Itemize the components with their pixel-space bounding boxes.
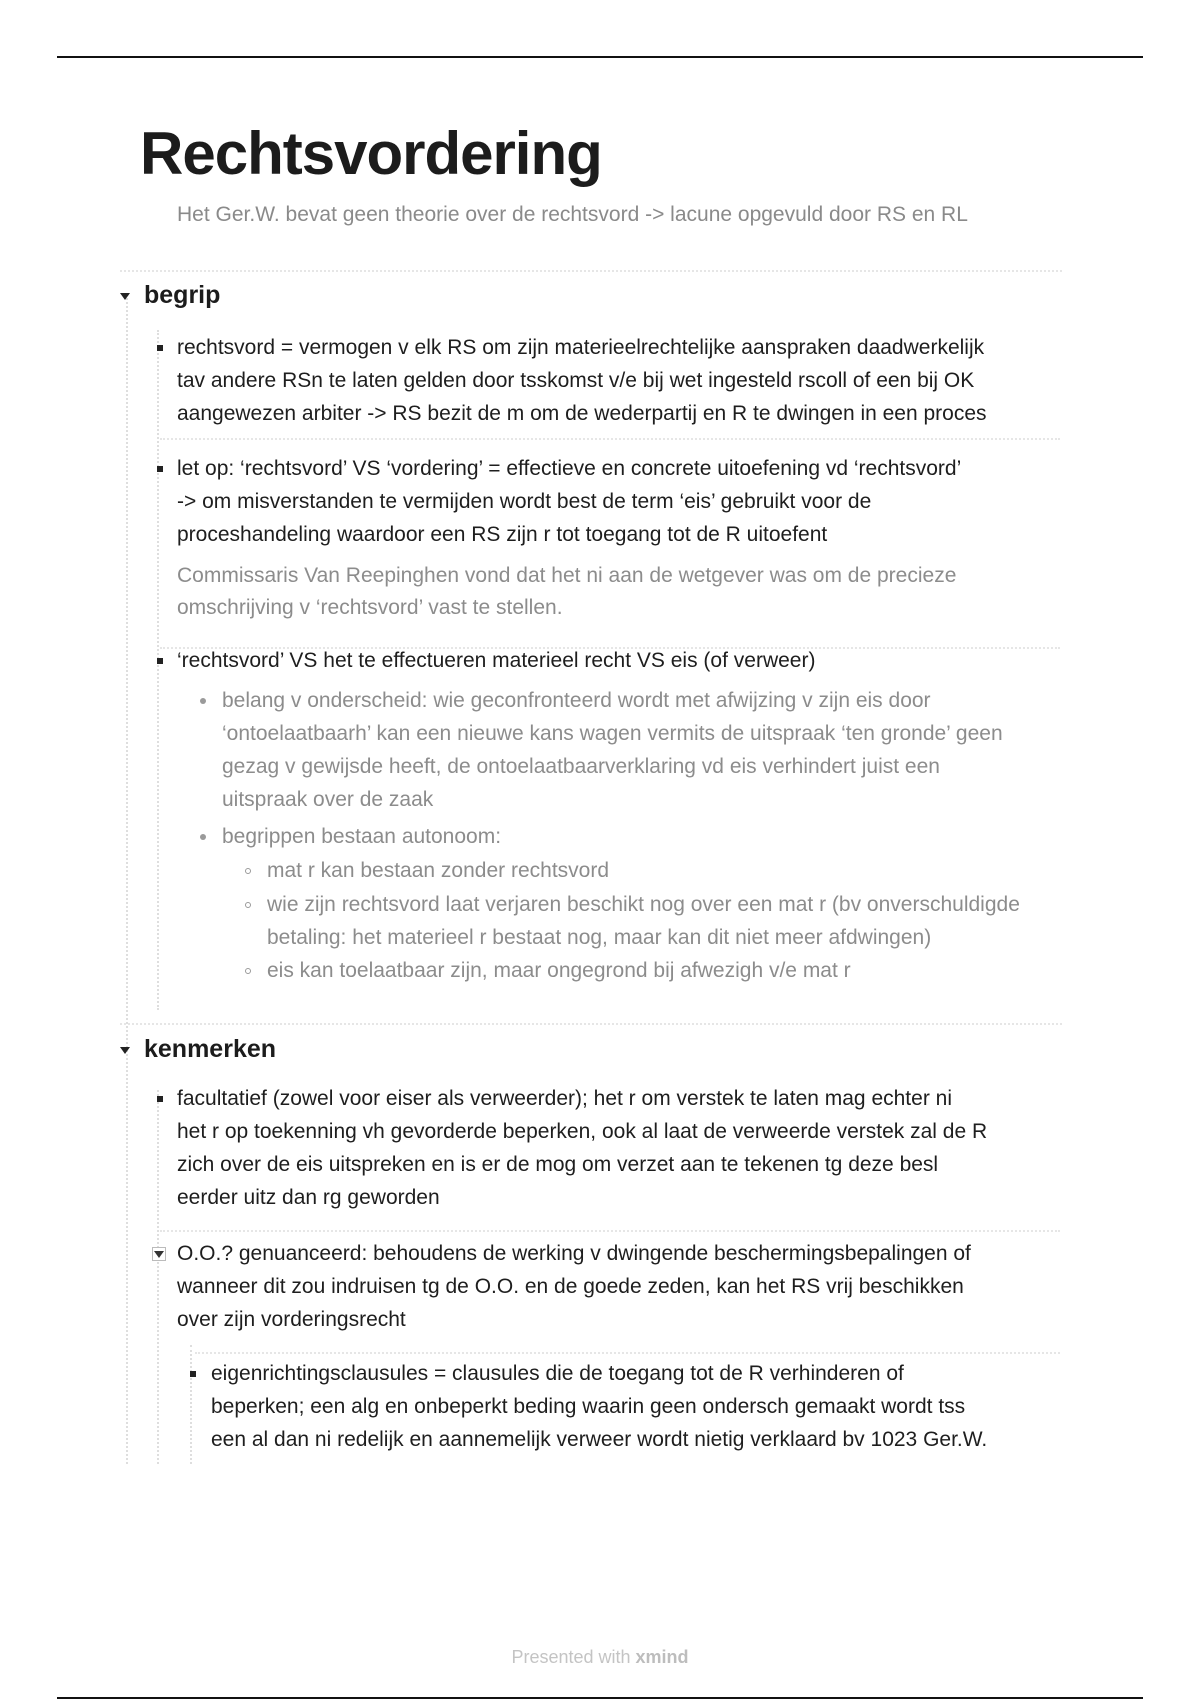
tree-guide [157,330,159,1010]
footer-credit: Presented with xmind [511,1647,689,1667]
divider [160,438,1060,440]
divider [120,1023,1062,1025]
bullet-icon [157,1096,163,1102]
bullet-icon [200,834,206,840]
bullet-icon [245,902,251,908]
list-item: mat r kan bestaan zonder rechtsvord [267,859,610,882]
divider [120,270,1062,272]
page-subtitle: Het Ger.W. bevat geen theorie over de rechtsvord -> lacune opgevuld door RS en RL [177,203,968,226]
tree-guide [190,1345,192,1464]
bullet-icon [200,698,206,704]
brand-name: xmind [635,1647,689,1667]
list-item: wie zijn rechtsvord laat verjaren beschikt nog over een mat r (bv onverschuldigde betaling: het materieel r bestaat nog, maar kan dit niet meer afdwingen) [267,893,1020,949]
tree-guide [157,1090,159,1464]
collapse-toggle[interactable] [152,1247,166,1261]
list-item: facultatief (zowel voor eiser als verweerder); het r om verstek te laten mag echter ni het r op toekenning vh gevorderde beperken, ook al laat de verweerde verstek zal de R zich over de eis uitspreken en is er de mog om verzet aan te tekenen tg deze besl eerder uitz dan rg geworden [177,1087,988,1209]
bottom-rule [57,1697,1143,1699]
tree-guide [126,298,128,1464]
list-item: eigenrichtingsclausules = clausules die de toegang tot de R verhinderen of beperken; een alg en onbeperkt beding waarin geen ondersch gemaakt wordt tss een al dan ni redelijk en aannemelijk verweer wordt nietig verklaard bv 1023 Ger.W. [211,1362,988,1451]
bullet-icon [245,968,251,974]
bullet-icon [157,466,163,472]
bullet-icon [245,868,251,874]
list-item: let op: ‘rechtsvord’ VS ‘vordering’ = effectieve en concrete uitoefening vd ‘rechtsvord’ -> om misverstanden te vermijden wordt best de term ‘eis’ gebruikt voor de proceshandeling waardoor een RS zijn r tot toegang tot de R uitoefent [177,457,962,546]
list-item: O.O.? genuanceerd: behoudens de werking v dwingende beschermingsbepalingen of wanneer dit zou indruisen tg de O.O. en de goede zeden, kan het RS vrij beschikken over zijn vorderingsrecht [177,1242,971,1331]
list-item: begrippen bestaan autonoom: [222,825,502,848]
list-item: belang v onderscheid: wie geconfronteerd wordt met afwijzing v zijn eis door ‘ontoelaatbaarh’ kan een nieuwe kans wagen vermits de uitspraak ‘ten gronde’ geen gezag v gewijsde heeft, de ontoelaatbaarverklaring vd eis verhindert juist een uitspraak over de zaak [222,689,1003,811]
bullet-icon [190,1371,196,1377]
list-item: eis kan toelaatbaar zijn, maar ongegrond bij afwezigh v/e mat r [267,959,851,982]
bullet-icon [157,345,163,351]
divider [160,1230,1060,1232]
bullet-icon [157,658,163,664]
divider [195,1352,1060,1354]
section-heading-kenmerken: kenmerken [144,1035,277,1063]
collapse-caret-icon[interactable] [120,1047,130,1054]
top-rule [57,56,1143,58]
collapse-caret-icon [154,1251,164,1258]
item-note: Commissaris Van Reepinghen vond dat het ni aan de wetgever was om de precieze omschrijving v ‘rechtsvord’ vast te stellen. [177,564,957,619]
section-heading-begrip: begrip [144,281,221,309]
list-item: ‘rechtsvord’ VS het te effectueren materieel recht VS eis (of verweer) [177,649,816,672]
page-title: Rechtsvordering [140,120,602,187]
list-item: rechtsvord = vermogen v elk RS om zijn materieelrechtelijke aanspraken daadwerkelijk tav andere RSn te laten gelden door tsskomst v/e bij wet ingesteld rscoll of een bij OK aangewezen arbiter -> RS bezit de m om de wederpartij en R te dwingen in een proces [177,336,987,425]
collapse-caret-icon[interactable] [120,293,130,300]
